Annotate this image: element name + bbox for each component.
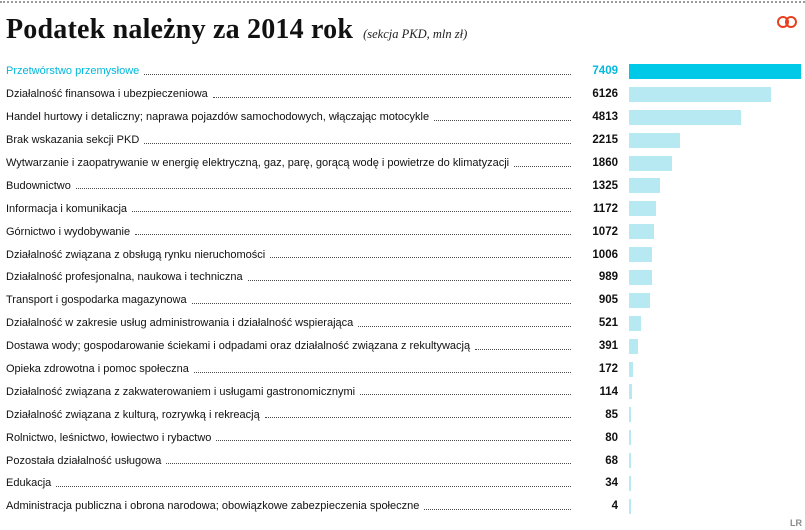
bar bbox=[629, 316, 641, 331]
bar-track bbox=[629, 270, 801, 285]
bar bbox=[629, 339, 638, 354]
bar-track bbox=[629, 110, 801, 125]
category-label: Działalność profesjonalna, naukowa i techniczna bbox=[6, 271, 243, 284]
chart-row bbox=[6, 152, 801, 175]
bar bbox=[629, 430, 631, 445]
value-label: 1325 bbox=[592, 179, 618, 192]
chart-row bbox=[6, 266, 801, 289]
bar-track bbox=[629, 247, 801, 262]
chart-row bbox=[6, 335, 801, 358]
bar-track bbox=[629, 384, 801, 399]
chart-row bbox=[6, 197, 801, 220]
value-label: 172 bbox=[598, 363, 618, 376]
value-label: 4813 bbox=[592, 111, 618, 124]
category-label: Wytwarzanie i zaopatrywanie w energię elektryczną, gaz, parę, gorącą wodę i powietrze do klimatyzacji bbox=[6, 157, 510, 169]
bar bbox=[629, 270, 652, 285]
dot-leader bbox=[475, 349, 571, 350]
value-label: 1172 bbox=[593, 202, 618, 215]
value-label: 68 bbox=[605, 454, 618, 467]
chart-row bbox=[6, 289, 801, 312]
dot-leader bbox=[216, 440, 571, 441]
category-label: Pozostała działalność usługowa bbox=[6, 454, 162, 467]
category-label: Budownictwo bbox=[6, 179, 71, 192]
bar bbox=[629, 133, 680, 148]
bar-track bbox=[629, 499, 801, 514]
dot-leader bbox=[265, 417, 571, 418]
category-label: Działalność finansowa i ubezpieczeniowa bbox=[6, 88, 208, 101]
dot-leader bbox=[360, 394, 571, 395]
bar bbox=[629, 64, 801, 79]
category-label: Przetwórstwo przemysłowe bbox=[6, 65, 140, 78]
chart-row bbox=[6, 495, 801, 518]
bar bbox=[629, 201, 656, 216]
value-label: 2215 bbox=[592, 134, 618, 147]
bar bbox=[629, 247, 652, 262]
value-label: 7409 bbox=[592, 65, 618, 78]
bar-track bbox=[629, 453, 801, 468]
brand-logo-icon bbox=[777, 16, 797, 28]
chart-header bbox=[6, 14, 799, 54]
bar-track bbox=[629, 293, 801, 308]
value-label: 521 bbox=[598, 317, 618, 330]
bar bbox=[629, 293, 650, 308]
dot-leader bbox=[76, 188, 571, 189]
dot-leader bbox=[514, 166, 571, 167]
chart-row bbox=[6, 129, 801, 152]
category-label: Rolnictwo, leśnictwo, łowiectwo i rybactwo bbox=[6, 431, 212, 444]
category-label: Transport i gospodarka magazynowa bbox=[6, 294, 187, 307]
value-label: 34 bbox=[605, 477, 618, 490]
bar bbox=[629, 476, 631, 491]
dot-leader bbox=[434, 120, 571, 121]
dot-leader bbox=[358, 326, 571, 327]
bar bbox=[629, 224, 654, 239]
bar bbox=[629, 156, 672, 171]
chart-row bbox=[6, 174, 801, 197]
value-label: 85 bbox=[605, 408, 618, 421]
bar-track bbox=[629, 407, 801, 422]
bar-track bbox=[629, 133, 801, 148]
value-label: 391 bbox=[598, 340, 618, 353]
chart-row bbox=[6, 380, 801, 403]
bar bbox=[629, 384, 632, 399]
chart-row bbox=[6, 312, 801, 335]
value-label: 1006 bbox=[592, 248, 618, 261]
dot-leader bbox=[192, 303, 571, 304]
category-label: Górnictwo i wydobywanie bbox=[6, 225, 131, 238]
page-title: Podatek należny za 2014 rok bbox=[6, 14, 354, 45]
chart-row bbox=[6, 472, 801, 495]
top-divider bbox=[0, 1, 805, 3]
category-label: Działalność związana z zakwaterowaniem i usługami gastronomicznymi bbox=[6, 385, 356, 398]
chart-subtitle: (sekcja PKD, mln zł) bbox=[363, 27, 468, 41]
dot-leader bbox=[213, 97, 571, 98]
dot-leader bbox=[135, 234, 571, 235]
logo-circle-icon bbox=[785, 16, 797, 28]
category-label: Działalność związana z kulturą, rozrywką i rekreacją bbox=[6, 408, 260, 421]
chart-row bbox=[6, 60, 801, 83]
bar-track bbox=[629, 339, 801, 354]
value-label: 4 bbox=[611, 500, 618, 513]
value-label: 80 bbox=[605, 431, 618, 444]
category-label: Działalność w zakresie usług administrowania i działalność wspierająca bbox=[6, 317, 354, 330]
bar-chart bbox=[6, 60, 801, 518]
value-label: 1860 bbox=[592, 157, 618, 169]
category-label: Brak wskazania sekcji PKD bbox=[6, 134, 140, 147]
chart-row bbox=[6, 426, 801, 449]
value-label: 6126 bbox=[592, 88, 618, 101]
bar-track bbox=[629, 224, 801, 239]
bar bbox=[629, 499, 631, 514]
chart-row bbox=[6, 449, 801, 472]
chart-row bbox=[6, 403, 801, 426]
dot-leader bbox=[56, 486, 571, 487]
bar-track bbox=[629, 201, 801, 216]
chart-row bbox=[6, 106, 801, 129]
bar-track bbox=[629, 476, 801, 491]
chart-row bbox=[6, 220, 801, 243]
category-label: Edukacja bbox=[6, 477, 52, 490]
category-label: Dostawa wody; gospodarowanie ściekami i odpadami oraz działalność związana z rekultywacją bbox=[6, 340, 471, 353]
value-label: 1072 bbox=[592, 225, 618, 238]
dot-leader bbox=[194, 372, 571, 373]
dot-leader bbox=[166, 463, 571, 464]
bar bbox=[629, 178, 660, 193]
dot-leader bbox=[144, 143, 571, 144]
category-label: Informacja i komunikacja bbox=[6, 202, 128, 215]
bar bbox=[629, 87, 771, 102]
category-label: Handel hurtowy i detaliczny; naprawa pojazdów samochodowych, włączając motocykle bbox=[6, 111, 430, 124]
bar-track bbox=[629, 87, 801, 102]
value-label: 905 bbox=[598, 294, 618, 307]
credit-label: LR bbox=[790, 518, 802, 528]
bar-track bbox=[629, 156, 801, 171]
value-label: 114 bbox=[599, 385, 618, 398]
bar bbox=[629, 453, 631, 468]
chart-row bbox=[6, 358, 801, 381]
bar bbox=[629, 110, 741, 125]
bar-track bbox=[629, 64, 801, 79]
value-label: 989 bbox=[598, 271, 618, 284]
dot-leader bbox=[132, 211, 571, 212]
dot-leader bbox=[270, 257, 571, 258]
category-label: Działalność związana z obsługą rynku nieruchomości bbox=[6, 248, 266, 261]
bar-track bbox=[629, 430, 801, 445]
dot-leader bbox=[144, 74, 571, 75]
dot-leader bbox=[248, 280, 571, 281]
bar-track bbox=[629, 362, 801, 377]
chart-row bbox=[6, 83, 801, 106]
category-label: Opieka zdrowotna i pomoc społeczna bbox=[6, 363, 189, 376]
chart-row bbox=[6, 243, 801, 266]
bar bbox=[629, 362, 633, 377]
bar-track bbox=[629, 316, 801, 331]
bar-track bbox=[629, 178, 801, 193]
dot-leader bbox=[424, 509, 571, 510]
bar bbox=[629, 407, 631, 422]
category-label: Administracja publiczna i obrona narodowa; obowiązkowe zabezpieczenia społeczne bbox=[6, 500, 420, 513]
